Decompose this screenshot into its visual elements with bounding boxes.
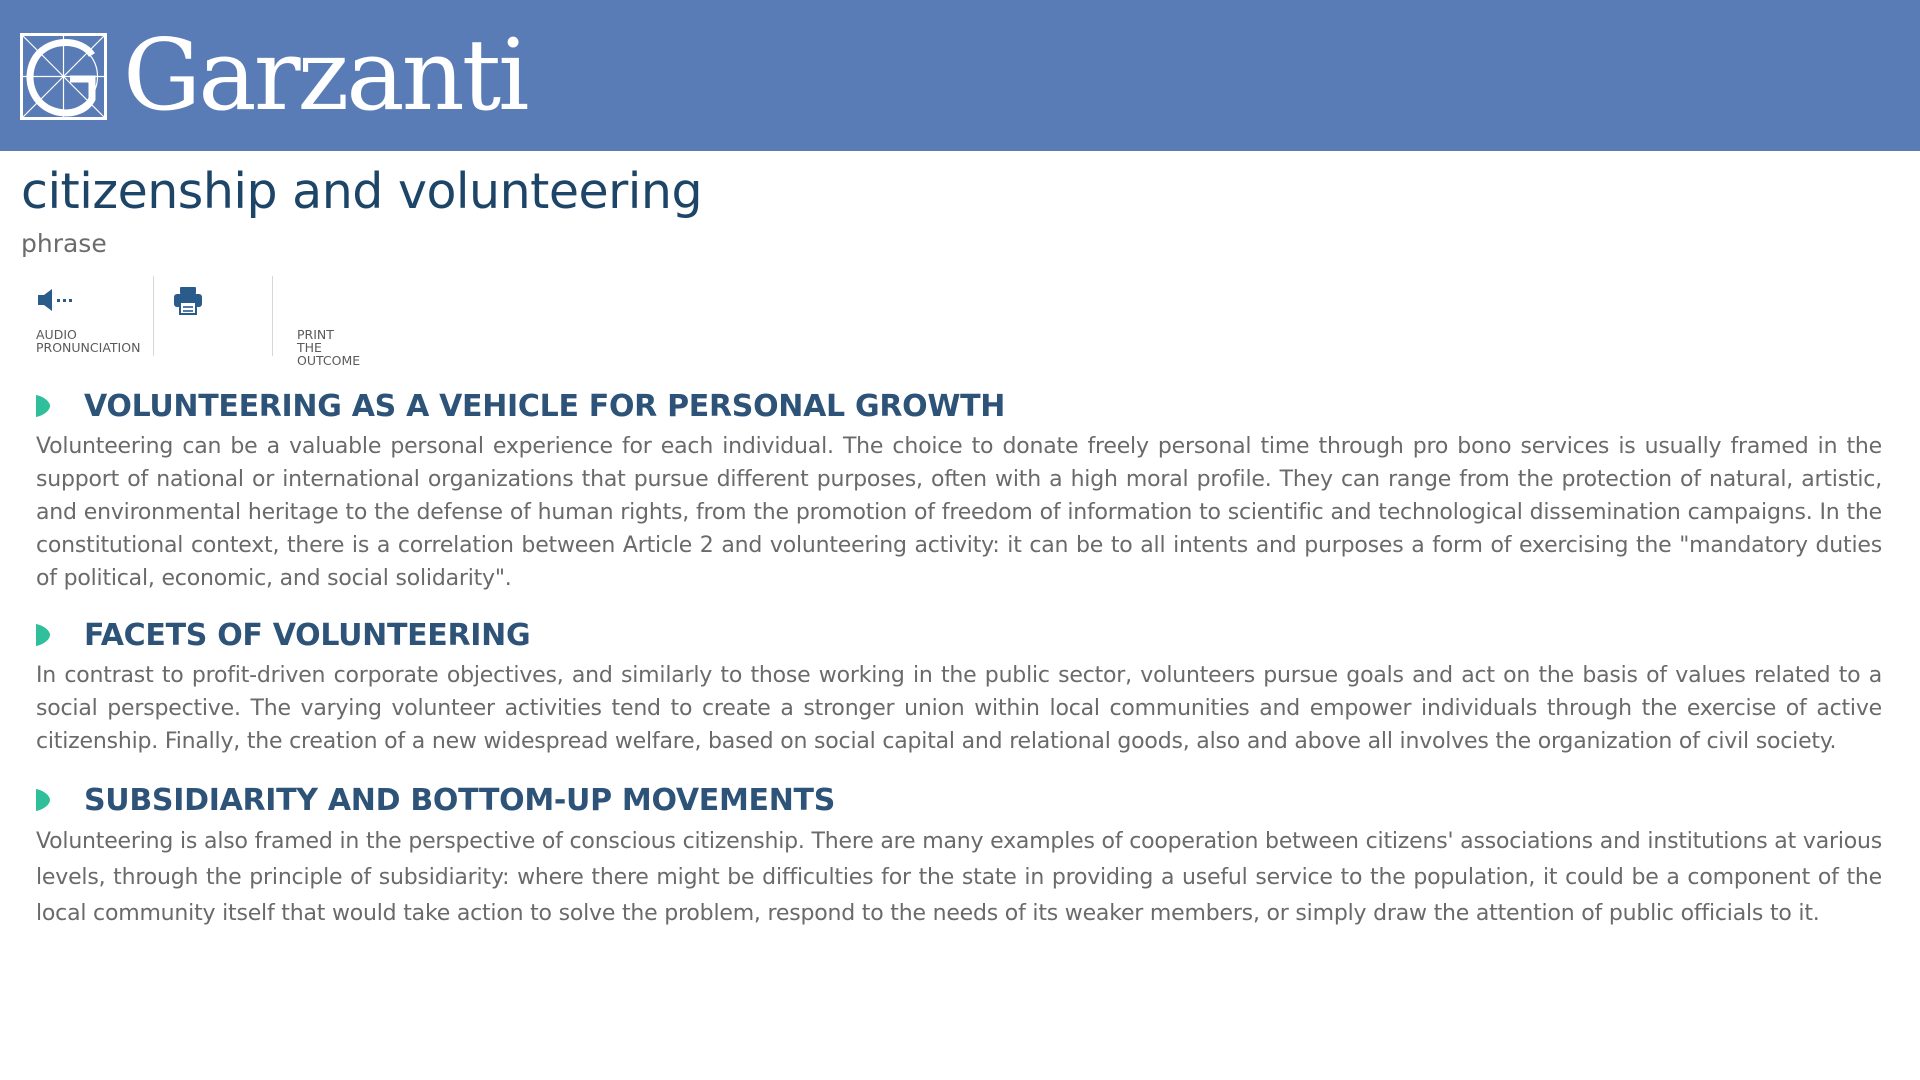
entry-toolbar	[24, 276, 361, 368]
section-title: FACETS OF VOLUNTEERING	[84, 617, 531, 653]
section-title: VOLUNTEERING AS A VEHICLE FOR PERSONAL GROWTH	[84, 388, 1006, 424]
audio-pronunciation-button[interactable]	[24, 276, 154, 356]
audio-pronunciation-label: AUDIO PRONUNCIATION	[36, 327, 141, 355]
section-personal-growth	[36, 388, 1882, 595]
speaker-icon	[36, 286, 76, 316]
section-title: SUBSIDIARITY AND BOTTOM-UP MOVEMENTS	[84, 782, 836, 818]
printer-icon	[170, 286, 210, 316]
entry-title: citizenship and volunteering	[21, 163, 703, 220]
garzanti-logo[interactable]	[20, 19, 527, 133]
section-body: Volunteering can be a valuable personal experience for each individual. The choice to donate freely personal time through pro bono services is usually framed in the support of national or international organizations that pursue different purposes, often with a high moral profile. They can range from the protection of natural, artistic, and environmental heritage to the defense of human rights, from the promotion of freedom of information to scientific and technological dissemination campaigns. In the constitutional context, there is a correlation between Article 2 and volunteering activity: it can be to all intents and purposes a form of exercising the "mandatory duties of political, economic, and social solidarity".	[36, 434, 1882, 591]
section-facets	[36, 617, 1882, 758]
section-bullet-icon	[36, 789, 50, 811]
section-body: Volunteering is also framed in the perspective of conscious citizenship. There are many examples of cooperation between citizens' associations and institutions at various levels, through the principle of subsidiarity: where there might be difficulties for the state in providing a useful service to the population, it could be a component of the local community itself that would take action to solve the problem, respond to the needs of its weaker members, or simply draw the attention of public officials to it.	[36, 829, 1882, 926]
section-subsidiarity	[36, 782, 1882, 932]
section-body: In contrast to profit-driven corporate objectives, and similarly to those working in the public sector, volunteers pursue goals and act on the basis of values related to a social perspective. The varying volunteer activities tend to create a stronger union within local communities and empower individuals through the exercise of active citizenship. Finally, the creation of a new widespread welfare, based on social capital and relational goods, also and above all involves the organization of civil society.	[36, 663, 1882, 754]
section-bullet-icon	[36, 624, 50, 646]
site-header	[0, 0, 1920, 151]
entry-category: phrase	[21, 229, 107, 258]
print-outcome-button[interactable]	[154, 276, 361, 368]
section-bullet-icon	[36, 395, 50, 417]
garzanti-monogram-icon	[20, 33, 107, 120]
print-outcome-label: PRINT THE OUTCOME	[297, 327, 361, 368]
brand-name: Garzanti	[123, 19, 527, 133]
